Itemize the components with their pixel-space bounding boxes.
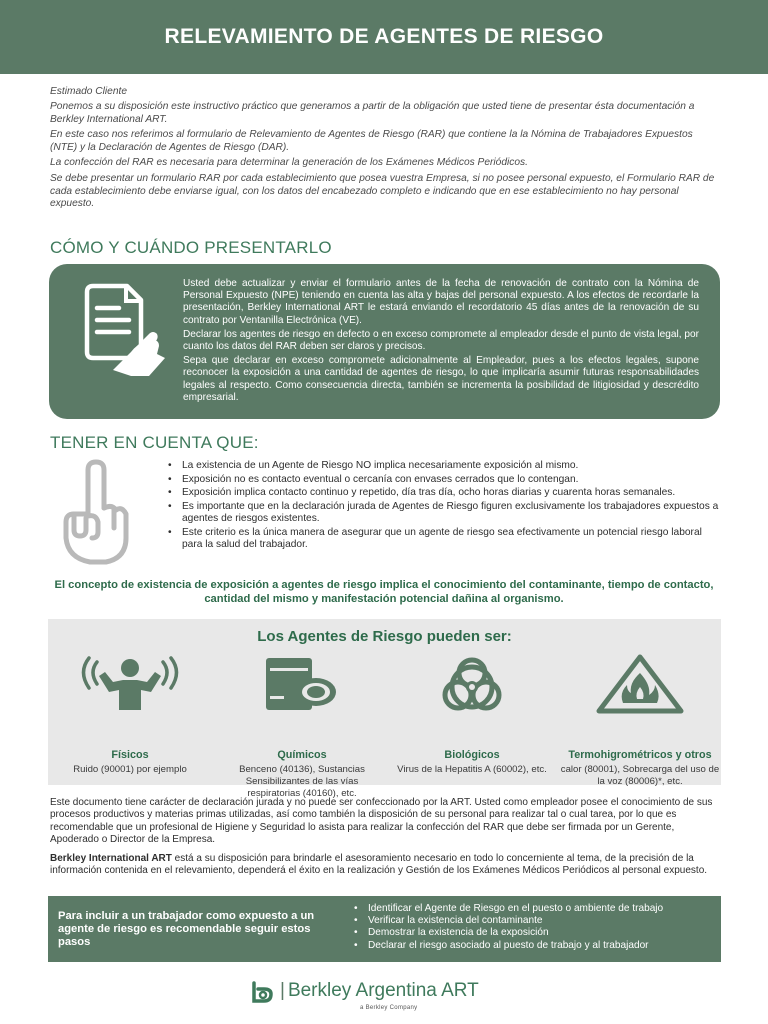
closing-paragraph-1: Este documento tiene carácter de declaración jurada y no puede ser confeccionado por la ART. Usted como empleador posee el conocimiento de sus procesos productivos y materias primas utilizadas, así como también la disposición de su personal para realizar tal o cual tarea, por lo que es recomendable que un profesional de Higiene y Seguridad lo asista para realizar la confección del RAR que debe ser firmada por un Gerente, Apoderado o Director de la Empresa. <box>50 797 713 846</box>
agent-desc: Benceno (40136), Sustancias Sensibilizantes de las vías respiratorias (40160), etc. <box>239 764 365 799</box>
list-item: • Identificar el Agente de Riesgo en el puesto o ambiente de trabajo <box>354 903 714 915</box>
intro-paragraph: Se debe presentar un formulario RAR por cada establecimiento que posea vuestra Empresa, si no posee personal expuesto, el Formulario RAR de cada establecimiento debe enviarse igual, con los datos del encabezado completo e indicando que en ese establecimiento no hay personal expuesto. <box>50 172 715 210</box>
agent-name: Físicos <box>111 749 149 761</box>
como-paragraph: Usted debe actualizar y enviar el formulario antes de la fecha de renovación de contrato con la Nómina de Personal Expuesto (NPE) teniendo en cuenta las alta y bajas del personal expuesto. A los efectos de recordarle la presentación, Berkley International ART le estará enviando el recordatorio 45 días antes de la renovación de su contrato por Ventanilla Electrónica (VE). <box>183 278 699 326</box>
agent-fisicos <box>50 651 210 776</box>
footer-logo <box>250 979 520 1015</box>
agent-desc: Ruido (90001) por ejemplo <box>73 764 187 775</box>
page-title: RELEVAMIENTO DE AGENTES DE RIESGO <box>164 25 604 48</box>
tener-bullet-list <box>166 460 722 553</box>
closing-paragraph-2 <box>50 853 720 878</box>
document-hand-icon <box>79 282 169 382</box>
como-paragraph: Sepa que declarar en exceso compromete adicionalmente al Empleador, pues a los efectos legales, supone reconocer la exposición a una cantidad de agentes de riesgo, lo que implicaría asumir futuras responsabilidades legales al respecto. Como consecuencia directa, también se incrementa la posibilidad de litigiosidad y descrédito empresarial. <box>183 355 699 403</box>
berkley-logo-icon <box>250 981 274 1003</box>
company-name: Berkley International ART <box>50 853 172 864</box>
agent-name: Químicos <box>277 749 327 761</box>
agent-desc: calor (80001), Sobrecarga del uso de la voz (80006)*, etc. <box>560 764 720 787</box>
page-header <box>0 0 768 74</box>
list-item: • Es importante que en la declaración jurada de Agentes de Riesgo figuren exclusivamente los trabajadores expuestos a agentes de riesgos existentes. <box>166 501 722 525</box>
closing-text: está a su disposición para brindarle el asesoramiento necesario en todo lo concerniente al tema, de la precisión de la información contenida en el relevamiento, dependerá el éxito en la realización y Gestión de los Exámenes Médicos Periódicos al personal expuesto. <box>50 853 708 877</box>
list-item: • Exposición no es contacto eventual o cercanía con envases cerrados que lo contengan. <box>166 474 722 486</box>
recommend-steps <box>354 903 714 952</box>
section-title-como: CÓMO Y CUÁNDO PRESENTARLO <box>50 238 332 257</box>
brand-tagline: a Berkley Company <box>360 1005 418 1011</box>
como-paragraph: Declarar los agentes de riesgo en defecto o en exceso compromete al empleador desde el punto de vista legal, por cuanto los datos del RAR deben ser claros y precisos. <box>183 328 699 353</box>
section-title-tener: TENER EN CUENTA QUE: <box>50 433 259 452</box>
agent-termohigrometricos <box>560 651 720 788</box>
noise-person-icon <box>50 651 210 717</box>
concept-statement: El concepto de existencia de exposición a agentes de riesgo implica el conocimiento del contaminante, tiempo de contacto, cantidad del mismo y manifestación potencial dañina al organismo. <box>54 579 714 605</box>
agent-desc: Virus de la Hepatitis A (60002), etc. <box>397 764 547 775</box>
brand-name: | Berkley Argentina ART <box>280 980 479 1001</box>
recommend-lead: Para incluir a un trabajador como expuesto a un agente de riesgo es recomendable seguir estos pasos <box>58 910 315 948</box>
intro-paragraph: En este caso nos referimos al formulario de Relevamiento de Agentes de Riesgo (RAR) que contiene la la Nómina de Trabajadores Expuestos (NTE) y la Declaración de Agentes de Riesgo (DAR). <box>50 129 693 154</box>
como-box <box>49 264 720 419</box>
list-item: • La existencia de un Agente de Riesgo NO implica necesariamente exposición al mismo. <box>166 460 722 472</box>
intro-greeting: Estimado Cliente <box>50 86 128 97</box>
recommend-box <box>48 896 721 962</box>
agents-title: Los Agentes de Riesgo pueden ser: <box>257 628 512 645</box>
list-item: • Verificar la existencia del contaminante <box>354 915 714 927</box>
pointing-finger-icon <box>56 458 136 568</box>
intro-paragraph: Ponemos a su disposición este instructivo práctico que generamos a partir de la obligación que usted tiene de presentar ésta documentación a Berkley International ART. <box>50 101 695 126</box>
list-item: • Declarar el riesgo asociado al puesto de trabajo y al trabajador <box>354 940 714 952</box>
list-item: • Demostrar la existencia de la exposición <box>354 927 714 939</box>
chemical-barrel-icon <box>222 651 382 717</box>
agents-panel <box>48 619 721 799</box>
list-item: • Exposición implica contacto continuo y repetido, día tras día, ocho horas diarias y cuarenta horas semanales. <box>166 487 722 499</box>
list-item: • Este criterio es la única manera de asegurar que un agente de riesgo sea efectivamente un potencial riesgo laboral para la salud del trabajador. <box>166 527 722 551</box>
flame-warning-icon <box>560 651 720 717</box>
como-text <box>183 278 699 406</box>
intro-text <box>50 86 722 214</box>
agent-name: Biológicos <box>444 749 500 761</box>
agent-biologicos <box>392 651 552 776</box>
agent-quimicos <box>222 651 382 800</box>
intro-paragraph: La confección del RAR es necesaria para determinar la generación de los Exámenes Médicos Periódicos. <box>50 157 528 169</box>
agent-name: Termohigrométricos y otros <box>568 749 712 761</box>
biohazard-icon <box>392 651 552 717</box>
